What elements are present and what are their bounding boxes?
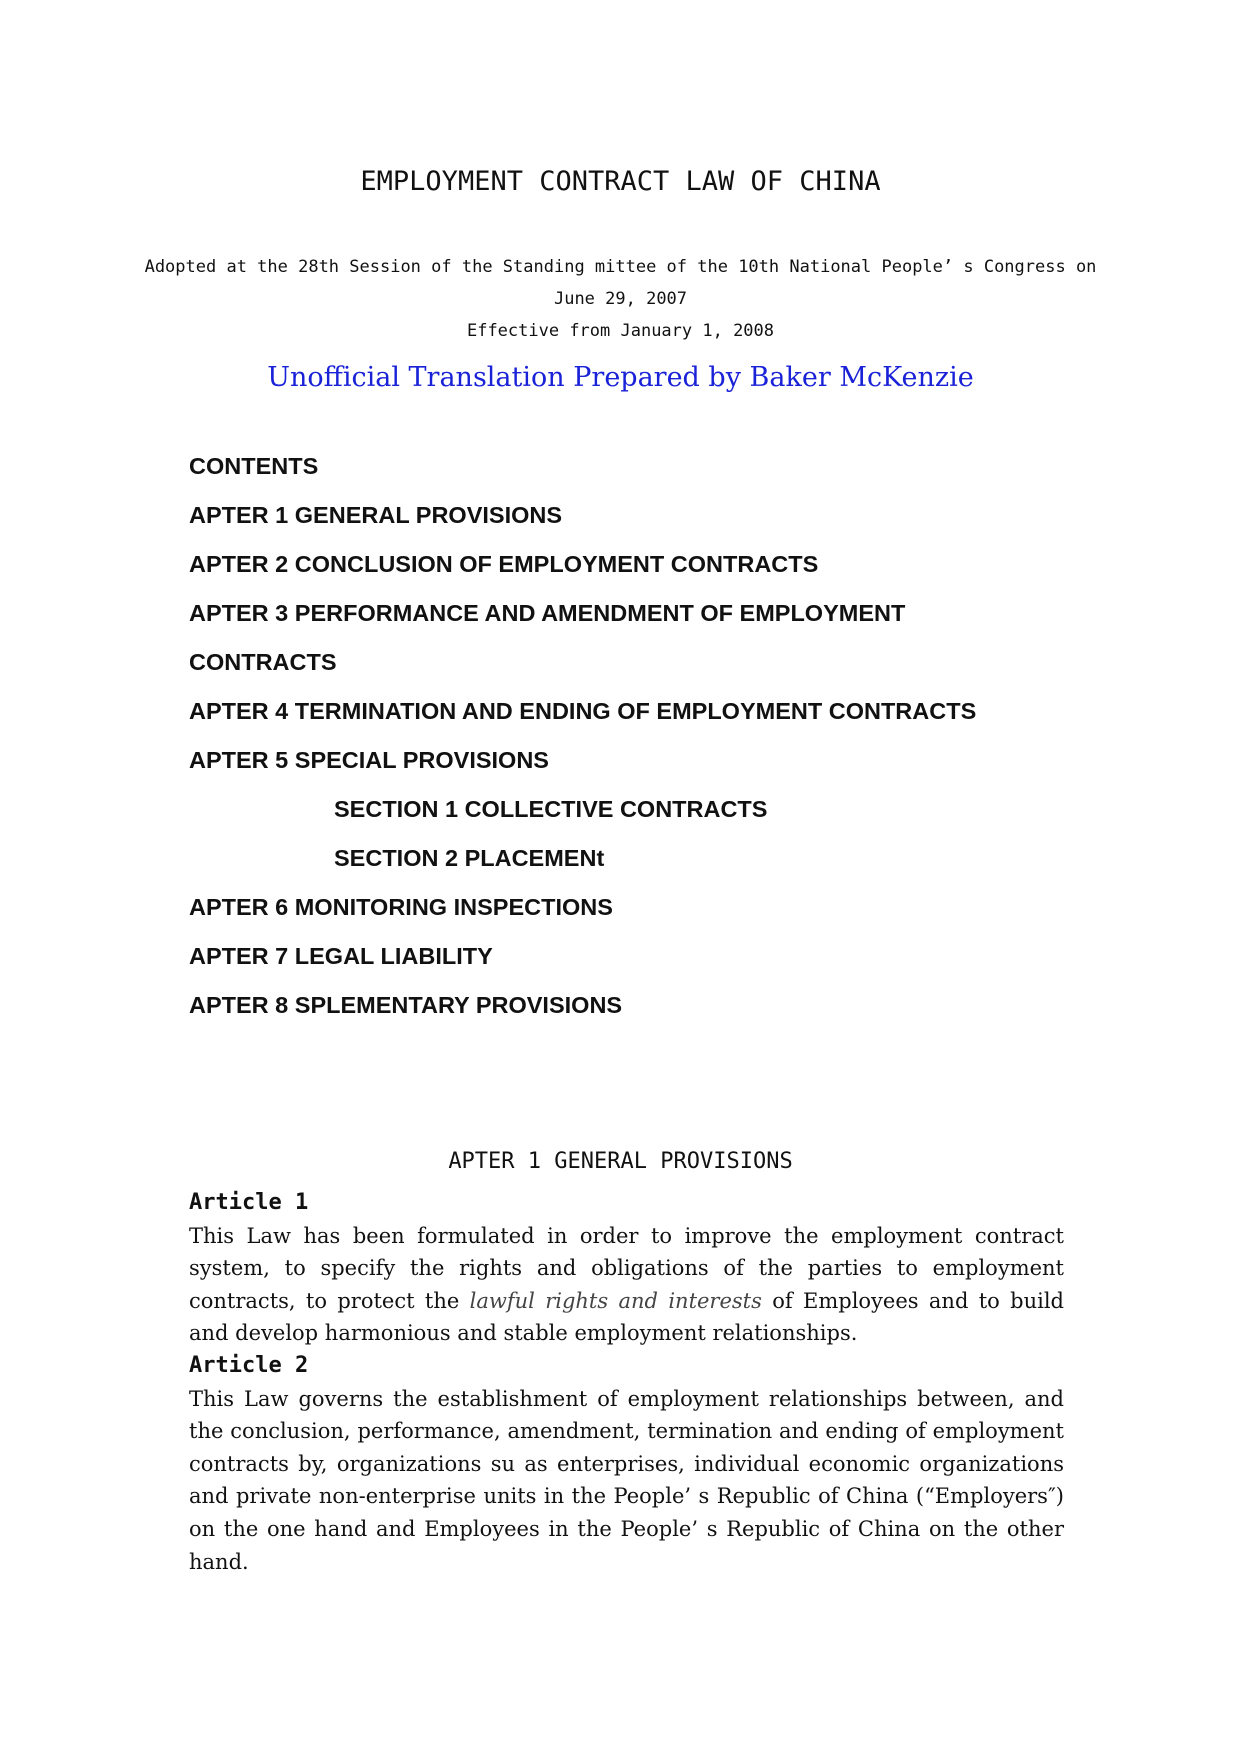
article-1-text-start: This Law has been formulated in order to improve the employment contract system, to specify the rights and obligations of the parties to employment contracts, to protect the: [189, 1223, 1064, 1313]
toc-item: APTER 7 LEGAL LIABILITY: [189, 943, 493, 969]
article-1-text-end: of Employees and to build and develop harmonious and stable employment relationships.: [189, 1288, 1065, 1346]
toc-item: APTER 3 PERFORMANCE AND AMENDMENT OF EMPLOYMENT: [189, 600, 906, 626]
document-title: EMPLOYMENT CONTRACT LAW OF CHINA: [360, 166, 881, 197]
translation-note: Unofficial Translation Prepared by Baker McKenzie: [267, 362, 974, 393]
article-2-text: This Law governs the establishment of employment relationships between, and the conclusion, performance, amendment, termination and ending of employment contracts by, organizations su as enterprises, individual economic organizations and private non-enterprise units in the People’ s Republic of China (“Employers″) on the one hand and Employees in the People’ s Republic of China on the other hand.: [189, 1386, 1064, 1574]
toc-section-item: SECTION 2 PLACEMENt: [334, 845, 605, 871]
toc-section-item: SECTION 1 COLLECTIVE CONTRACTS: [334, 796, 768, 822]
toc-heading: CONTENTS: [189, 453, 319, 479]
adoption-date: June 29, 2007: [553, 289, 688, 309]
adoption-line: Adopted at the 28th Session of the Standing mittee of the 10th National People’ s Congress on: [144, 257, 1097, 277]
table-of-contents: [189, 451, 1089, 1039]
article-1-title: Article 1: [189, 1190, 309, 1215]
toc-item: APTER 8 SPLEMENTARY PROVISIONS: [189, 992, 623, 1018]
toc-item: APTER 4 TERMINATION AND ENDING OF EMPLOYMENT CONTRACTS: [189, 698, 977, 724]
effective-date: Effective from January 1, 2008: [466, 321, 775, 341]
chapter-body: [189, 1187, 1064, 1578]
toc-item: APTER 5 SPECIAL PROVISIONS: [189, 747, 549, 773]
article-1-italic-phrase: lawful rights and interests: [469, 1288, 762, 1313]
chapter-heading: APTER 1 GENERAL PROVISIONS: [448, 1149, 793, 1174]
toc-item: APTER 6 MONITORING INSPECTIONS: [189, 894, 613, 920]
toc-item: APTER 1 GENERAL PROVISIONS: [189, 502, 563, 528]
article-1-text: [189, 1220, 1064, 1350]
toc-item: APTER 2 CONCLUSION OF EMPLOYMENT CONTRACTS: [189, 551, 819, 577]
article-2-title: Article 2: [189, 1352, 309, 1378]
toc-item: CONTRACTS: [189, 649, 337, 675]
